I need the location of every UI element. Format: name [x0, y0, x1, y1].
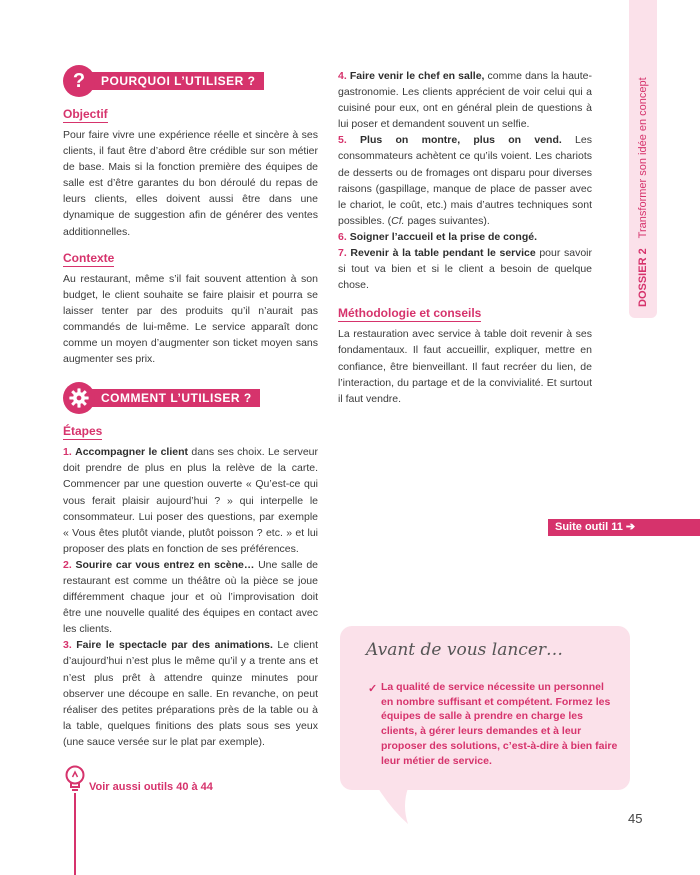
step-2-title: Sourire car vous entrez en scène…	[75, 558, 255, 571]
margin-rule	[74, 793, 76, 875]
step-4-text: comme dans la haute-gastronomie. Les clients apprécient de voir celui qui a cuisiné pour eux, ont en général plein de questions à lui poser et demandent souvent un selfie.	[338, 70, 592, 131]
step-5-cf: Cf.	[391, 214, 405, 227]
section-why-title: POURQUOI L’UTILISER ?	[89, 72, 264, 90]
suite-outil-label: Suite outil 11	[555, 521, 623, 533]
step-5	[338, 132, 592, 229]
callout-tail-shape	[378, 788, 412, 824]
step-2-text: Une salle de restaurant est comme un théâtre où la pièce se joue différemment chaque jour et où l’improvisation doit être une nouvelle qualité des équipes en contact avec les clients.	[63, 558, 319, 636]
dossier-number: DOSSIER 2	[637, 248, 649, 307]
methodo-text: La restauration avec service à table doit revenir à ses fondamentaux. Il faut accueillir, expliquer, mettre en confiance, être bienveillant. Il faut recréer du lien, de l’interaction, du partage et de la convivialité. Et surtout il faut vendre.	[338, 328, 592, 405]
step-7-title: Revenir à la table pendant le service	[350, 247, 536, 260]
dossier-side-label	[631, 7, 655, 307]
step-5-text-after: pages suivantes).	[404, 214, 490, 227]
step-3	[63, 637, 318, 750]
check-icon: ✓	[368, 683, 378, 695]
step-2-number: 2.	[63, 558, 72, 571]
section-why-header	[63, 64, 318, 98]
step-4-title: Faire venir le chef en salle,	[349, 70, 485, 82]
suite-outil-link[interactable]	[548, 519, 700, 536]
step-2	[63, 557, 318, 637]
methodo-heading: Méthodologie et conseils	[338, 306, 482, 321]
step-5-title: Plus on montre, plus on vend.	[360, 134, 562, 147]
step-3-number: 3.	[63, 639, 72, 652]
step-3-title: Faire le spectacle par des animations.	[76, 639, 273, 652]
see-also-link[interactable]: Voir aussi outils 40 à 44	[89, 781, 213, 793]
step-5-number: 5.	[338, 134, 347, 147]
objectif-text: Pour faire vivre une expérience réelle et sincère à ses clients, il faut être d’abord être crédible sur son métier de base. Mais si la fonction première des équipes de salle est d’être garantes du bon déroulé du repas de leurs clients, elles doivent aussi être dans une dynamique de suggestion afin de générer des ventes additionnelles.	[63, 129, 318, 238]
etapes-heading: Étapes	[63, 424, 103, 439]
step-7-number: 7.	[338, 247, 347, 260]
step-1	[63, 444, 318, 557]
arrow-right-icon: ➔	[625, 521, 636, 533]
step-6	[338, 229, 592, 245]
callout-title: Avant de vous lancer…	[366, 640, 564, 660]
question-icon: ?	[63, 65, 95, 97]
section-how-header	[63, 381, 318, 415]
page-number: 45	[628, 811, 643, 826]
left-column	[63, 64, 318, 750]
step-3-text: Le client d’aujourd’hui n’est plus le même qu’il y a trente ans et n’est plus prêt à attendre quinze minutes pour observer une découpe en salle. En revanche, on peut réaliser des petites préparations près de la table ou à la table, quelques finitions des plats sous ses yeux (une sauce versée sur le plat par exemple).	[63, 639, 318, 748]
callout-text: La qualité de service nécessite un personnel en nombre suffisant et compétent. Formez les équipes de salle à prendre en charge les clients, à gérer leurs demandes et à leur proposer des solutions, c’est-à-dire à bien faire leur métier de service.	[381, 681, 618, 767]
step-4	[338, 68, 592, 132]
lightbulb-icon	[63, 764, 87, 794]
step-1-number: 1.	[63, 446, 72, 459]
step-1-text: dans ses choix. Le serveur doit prendre de plus en plus la relève de la carte. Commencer par une question ouverte « Qu’est-ce qui vous ferait plaisir aujourd’hui ? » qui interpelle le consommateur. Lui poser des questions, par exemple « Vous êtes plutôt viande, plutôt poisson ? etc. » et lui proposer des plats en fonction de ses préférences.	[63, 446, 318, 555]
contexte-heading: Contexte	[63, 250, 115, 265]
step-5-text: Les consommateurs achètent ce qu’ils voient. Les chariots de desserts ou de fromages ont disparu pour diverses raisons (gaspillage, manque de place de passer avec le chariot, le coût, etc.) mais d’autres techniques sont possibles. (	[338, 134, 592, 227]
step-6-number: 6.	[338, 230, 347, 243]
step-7	[338, 245, 592, 293]
step-4-number: 4.	[338, 70, 347, 82]
objectif-heading: Objectif	[63, 107, 108, 121]
step-1-title: Accompagner le client	[75, 446, 189, 459]
gear-icon	[63, 382, 95, 414]
step-7-text: pour savoir si tout va bien et si le client a besoin de quelque chose.	[338, 247, 593, 292]
step-6-title: Soigner l’accueil et la prise de congé.	[349, 230, 538, 243]
contexte-text: Au restaurant, même s’il fait souvent attention à son budget, le client souhaite se faire plaisir et pourra se laisser tenter par des produits qu’il n’aurait pas commandés de lui-même. Le service apparaît donc comme un moyen d’augmenter son ticket moyen sans augmenter ses prix.	[63, 272, 318, 366]
right-column	[338, 68, 592, 407]
section-how-title: COMMENT L’UTILISER ?	[89, 389, 260, 407]
dossier-subtitle: Transformer son idée en concept	[637, 77, 649, 239]
